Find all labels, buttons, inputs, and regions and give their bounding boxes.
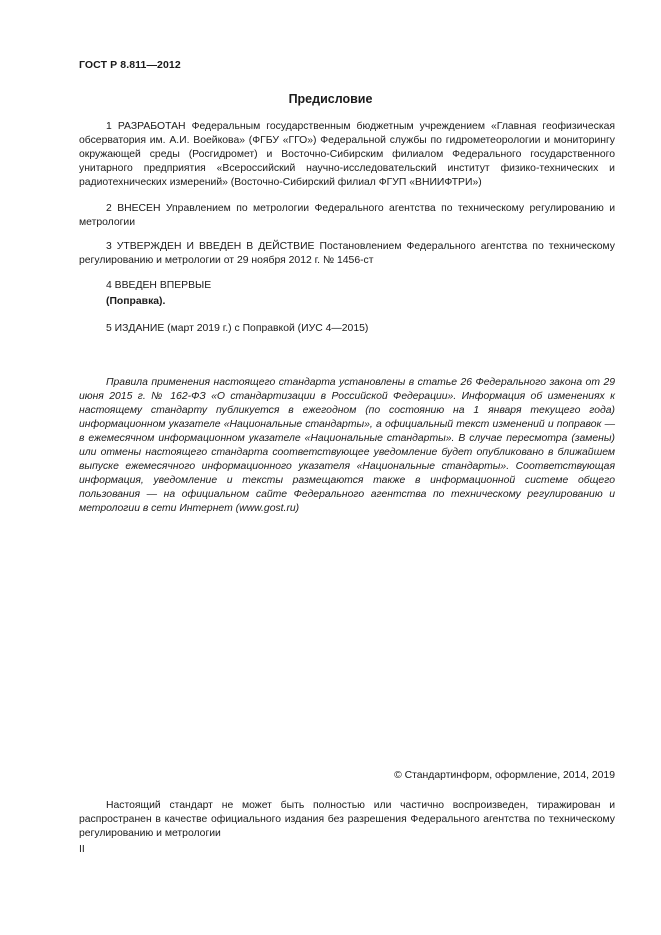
- page-title: Предисловие: [288, 92, 373, 106]
- item-introduced: 2 ВНЕСЕН Управлением по метрологии Федерального агентства по техническому регулированию и метрологии: [79, 203, 615, 228]
- item-developed: 1 РАЗРАБОТАН Федеральным государственным бюджетным учреждением «Главная геофизическая обсерватория им. А.И. Воейкова» (ФГБУ «ГГО») Федеральной службы по гидрометеорологии и мониторингу окружающей среды (Росгидромет) и Восточно-Сибирским филиалом Федерального государственного унитарного предприятия «Всероссийский научно-исследовательский институт физико-технических и радиотехнических измерений» (Восточно-Сибирский филиал ФГУП «ВНИИФТРИ»): [79, 121, 615, 188]
- page-number: II: [79, 844, 85, 855]
- standard-code: ГОСТ Р 8.811—2012: [79, 59, 181, 71]
- item-first-introduced: 4 ВВЕДЕН ВПЕРВЫЕ: [106, 280, 212, 291]
- rights-notice: Настоящий стандарт не может быть полностью или частично воспроизведен, тиражирован и распространен в качестве официального издания без разрешения Федерального агентства по техническому регулированию и метрологии: [79, 800, 615, 839]
- item-edition: 5 ИЗДАНИЕ (март 2019 г.) с Поправкой (ИУС 4—2015): [106, 323, 369, 334]
- item-approved: 3 УТВЕРЖДЕН И ВВЕДЕН В ДЕЙСТВИЕ Постановлением Федерального агентства по техническому регулированию и метрологии от 29 ноября 2012 г. № 1456-ст: [79, 241, 615, 266]
- application-notice: Правила применения настоящего стандарта установлены в статье 26 Федерального закона от 29 июня 2015 г. № 162-ФЗ «О стандартизации в Российской Федерации». Информация об изменениях к настоящему стандарту публикуется в ежегодном (по состоянию на 1 января текущего года) информационном указателе «Национальные стандарты», а официальный текст изменений и поправок — в ежемесячном информационном указателе «Национальные стандарты». В случае пересмотра (замены) или отмены настоящего стандарта соответствующее уведомление будет опубликовано в ближайшем выпуске ежемесячного информационного указателя «Национальные стандарты». Соответствующая информация, уведомление и тексты размещаются также в информационной системе общего пользования — на официальном сайте Федерального агентства по техническому регулированию и метрологии в сети Интернет (www.gost.ru): [79, 377, 615, 514]
- amendment-note: (Поправка).: [106, 296, 166, 307]
- copyright: © Стандартинформ, оформление, 2014, 2019: [394, 770, 615, 781]
